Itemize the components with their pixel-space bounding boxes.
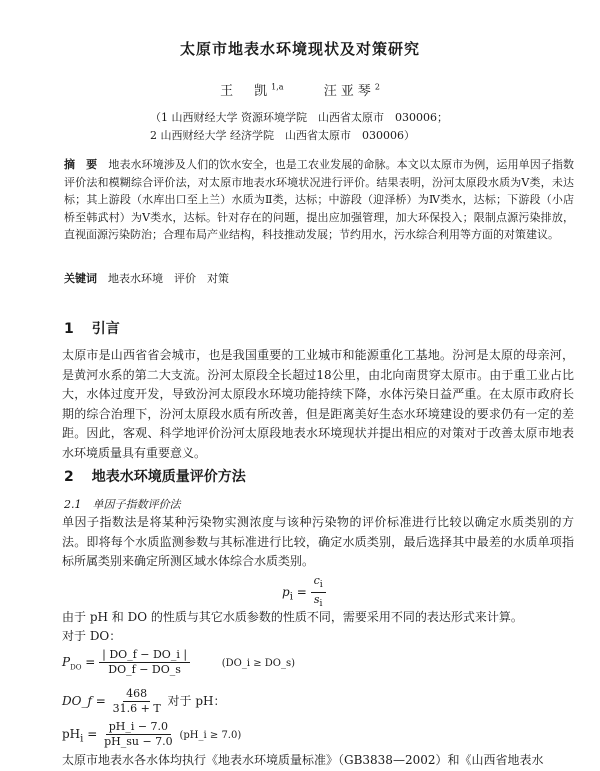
- section-2-number: 2: [64, 469, 74, 485]
- section-1-number: 1: [64, 321, 74, 337]
- formula-1: $p_i$ = $\frac{c_i}{s_i}$: [282, 574, 326, 611]
- abstract-label: 摘 要: [64, 158, 98, 171]
- subsection-title: 单因子指数评价法: [92, 498, 181, 511]
- abstract: [64, 156, 574, 244]
- affiliation-2: 2 山西财经大学 经济学院 山西省太原市 030006）: [150, 129, 415, 142]
- subsection-number: 2.1: [64, 498, 82, 511]
- section-2-title: 地表水环境质量评价方法: [91, 469, 246, 485]
- last-line: 太原市地表水各水体均执行《地表水环境质量标准》（GB3838—2002）和《山西省地表水: [62, 753, 544, 767]
- section-2-heading: [64, 466, 246, 486]
- section-1-title: 引言: [91, 321, 120, 337]
- keywords-label: 关键词: [64, 272, 97, 285]
- section-1-heading: [64, 318, 120, 338]
- section-2-paragraph: 单因子指数法是将某种污染物实测浓度与该种污染物的评价标准进行比较以确定水质类别的方法。即将每个水质监测参数与其标准进行比较，确定水质类别，最后选择其中最差的水质单项指标所属类别来确定所测区域水体综合水质类别。: [62, 515, 574, 568]
- formula-4: $pH_i$ = $\frac{pH\_i - 7.0}{pH\_su - 7.0}$ (pH_i ≥ 7.0): [62, 720, 242, 748]
- author-2: 汪亚琴: [323, 84, 375, 99]
- author-2-affil: 2: [374, 82, 380, 92]
- subsection-2-1-heading: [64, 496, 181, 512]
- affiliation-1: （1 山西财经大学 资源环境学院 山西省太原市 030006；: [150, 111, 448, 124]
- abstract-text: 地表水环境涉及人们的饮水安全，也是工农业发展的命脉。本文以太原市为例，运用单因子指数评价法和模糊综合评价法，对太原市地表水环境状况进行评价。结果表明，汾河太原段水质为Ⅴ类，未达标；其上游段（水库出口至上兰）水质为Ⅱ类，达标；中游段（迎泽桥）为Ⅳ类水，达标；下游段（小店桥至韩武村）为Ⅴ类水，达标。针对存在的问题，提出应加强管理，加大环保投入；限制点源污染排放，直视面源污染防治；合理布局产业结构，科技推动发展；节约用水，污水综合利用等方面的对策建议。: [64, 158, 575, 241]
- author-line: [0, 80, 600, 99]
- formula-3: DO_f = $\frac{468}{31.6 + T}$ 对于 pH：: [62, 687, 226, 715]
- section-1-paragraph: 太原市是山西省省会城市，也是我国重要的工业城市和能源重化工基地。汾河是太原的母亲河，是黄河水系的第二大支流。汾河太原段全长超过18公里，由北向南贯穿太原市。由于重工业占比大，水体过度开发，导致汾河太原段水环境功能持续下降，水体污染日益严重。在太原市政府长期的综合治理下，汾河太原段水质有所改善，但是距离美好生态水环境建设的要求仍有一定的差距。因此，客观、科学地评价汾河太原段地表水环境现状并提出相应的对策对于改善太原市地表水环境质量具有重要意义。: [62, 348, 574, 460]
- text-for-do: 对于 DO：: [62, 629, 122, 643]
- author-1: 王 凯: [220, 84, 272, 99]
- text-after-formula-1: 由于 pH 和 DO 的性质与其它水质参数的性质不同，需要采用不同的表达形式来计算。: [62, 610, 523, 624]
- formula-2: $P_{DO}$ = $\frac{| DO\_f - DO\_i |}{DO\_f - DO\_s}$ (DO_i ≥ DO_s): [62, 648, 296, 676]
- author-1-affil: 1,a: [271, 82, 284, 92]
- paper-title: 太原市地表水环境现状及对策研究: [179, 40, 420, 58]
- keywords: [64, 270, 229, 286]
- keywords-text: 地表水环境 评价 对策: [108, 272, 229, 285]
